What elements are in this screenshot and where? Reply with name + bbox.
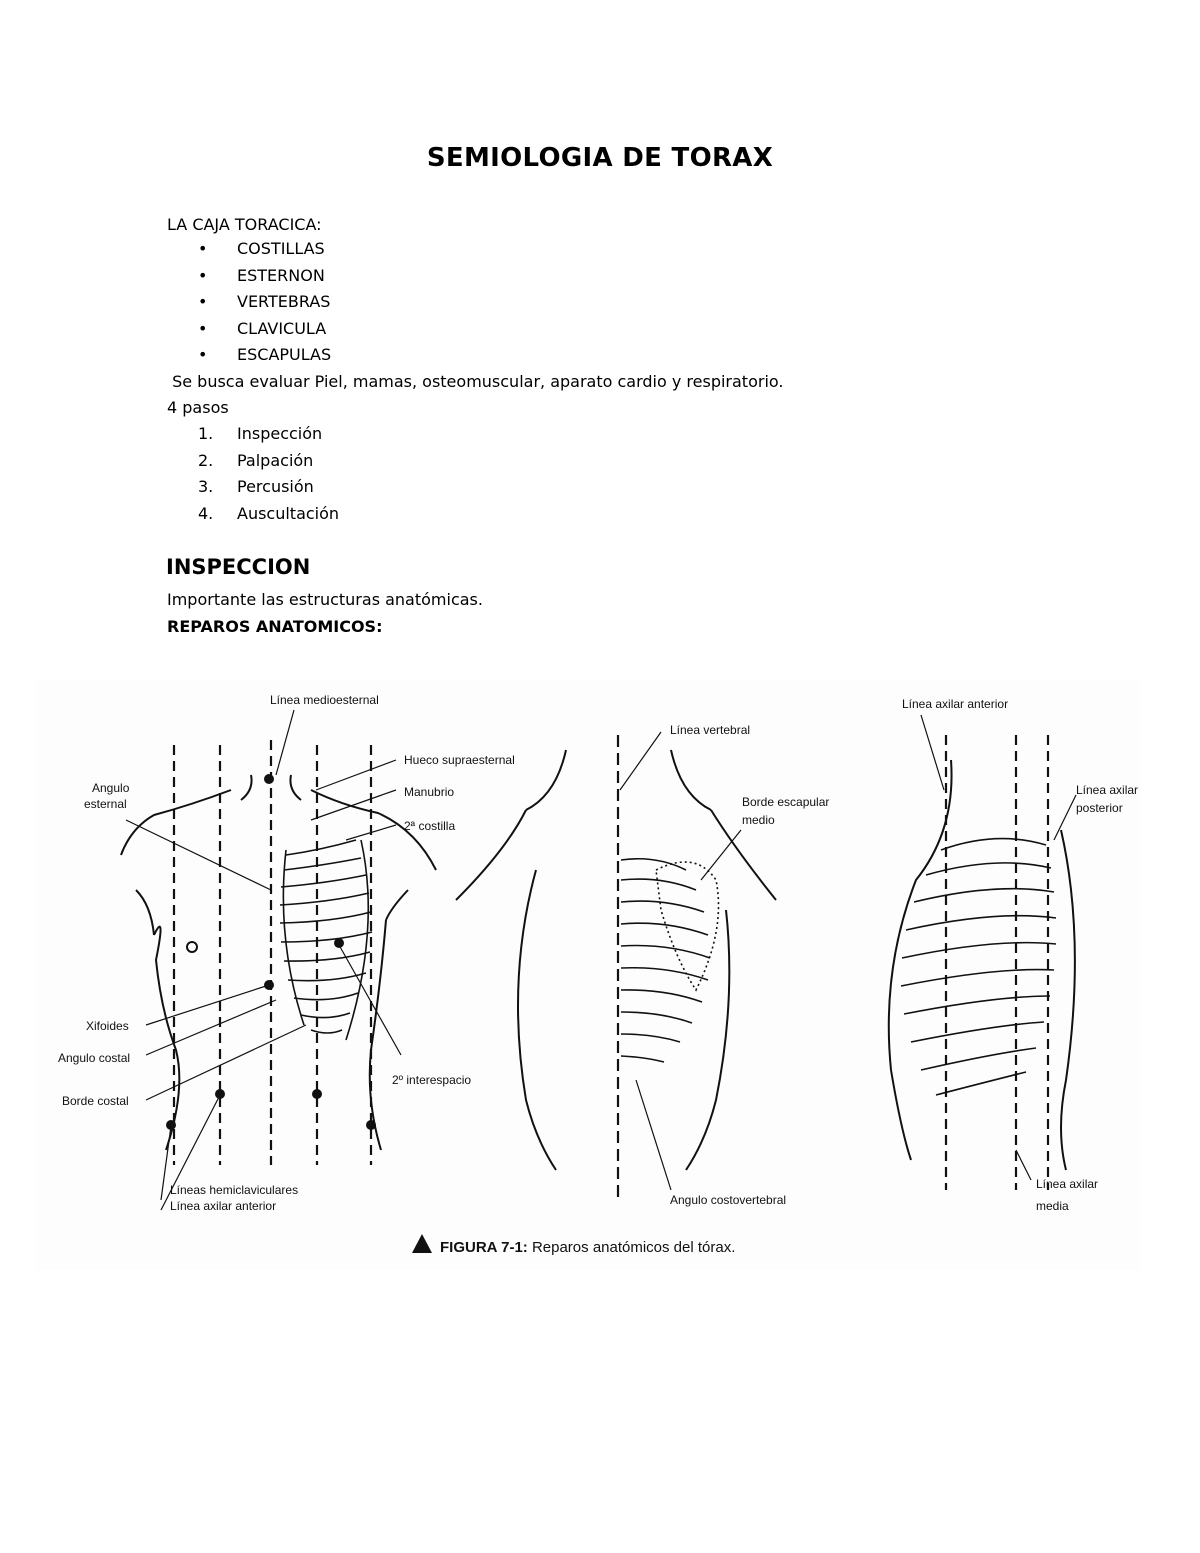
caja-list [198,236,331,369]
bullet-icon: • [198,239,208,258]
caption-prefix: FIGURA 7-1: [440,1239,528,1256]
label-borde-escapular-line1: Borde escapular [742,795,830,809]
label-linea-axilar-anterior-front: Línea axilar anterior [170,1199,277,1213]
label-linea-axilar-posterior-line1: Línea axilar [1076,783,1139,797]
figure-caption [440,1239,735,1256]
inspeccion-text: Importante las estructuras anatómicas. [167,590,483,609]
figure-background [36,680,1140,1270]
caja-heading: LA CAJA TORACICA: [167,215,322,234]
label-lineas-hemiclaviculares: Líneas hemiclaviculares [170,1183,299,1197]
label-2a-costilla: 2ª costilla [404,819,456,833]
label-linea-axilar-media-line2: media [1036,1199,1069,1213]
label-2-interespacio: 2º interespacio [392,1073,472,1087]
bullet-icon: • [198,318,208,338]
page-title: SEMIOLOGIA DE TORAX [426,143,774,173]
list-item: • ESCAPULAS [198,342,331,369]
label-linea-medioesternal: Línea medioesternal [270,693,379,707]
list-item: • ESTERNON [198,263,331,290]
list-item: 1. Inspección [198,424,323,443]
label-linea-vertebral: Línea vertebral [670,723,751,737]
pasos-list [198,421,339,527]
pasos-heading: 4 pasos [167,398,229,417]
label-hueco-supraesternal: Hueco supraesternal [404,753,515,767]
label-linea-axilar-posterior-line2: posterior [1076,801,1123,815]
bullet-icon: • [198,265,208,285]
anatomy-figure [36,680,1140,1270]
list-item: • VERTEBRAS [198,289,331,316]
label-linea-axilar-media-line1: Línea axilar [1036,1177,1099,1191]
label-borde-escapular-line2: medio [742,813,775,827]
list-item: • CLAVICULA [198,316,331,343]
bullet-icon: • [198,345,208,364]
list-item: 2. Palpación [198,450,314,470]
label-angulo-costovertebral: Angulo costovertebral [670,1193,787,1207]
label-manubrio: Manubrio [404,785,455,799]
bullet-icon: • [198,292,208,311]
caption-text: Reparos anatómicos del tórax. [527,1239,736,1256]
label-angulo-esternal-line2: esternal [84,797,127,811]
evaluar-text: Se busca evaluar Piel, mamas, osteomuscular, aparato cardio y respiratorio. [167,372,784,391]
label-xifoides: Xifoides [86,1019,129,1033]
reparos-heading: REPAROS ANATOMICOS: [167,617,383,636]
list-item: • COSTILLAS [198,236,331,263]
list-item: 4. Auscultación [198,503,340,523]
list-item: 3. Percusión [198,477,314,496]
label-linea-axilar-anterior-side: Línea axilar anterior [902,697,1009,711]
section-heading-inspeccion: INSPECCION [166,555,311,579]
label-angulo-esternal-line1: Angulo [92,781,130,795]
label-borde-costal: Borde costal [62,1094,129,1108]
label-angulo-costal: Angulo costal [58,1051,131,1065]
